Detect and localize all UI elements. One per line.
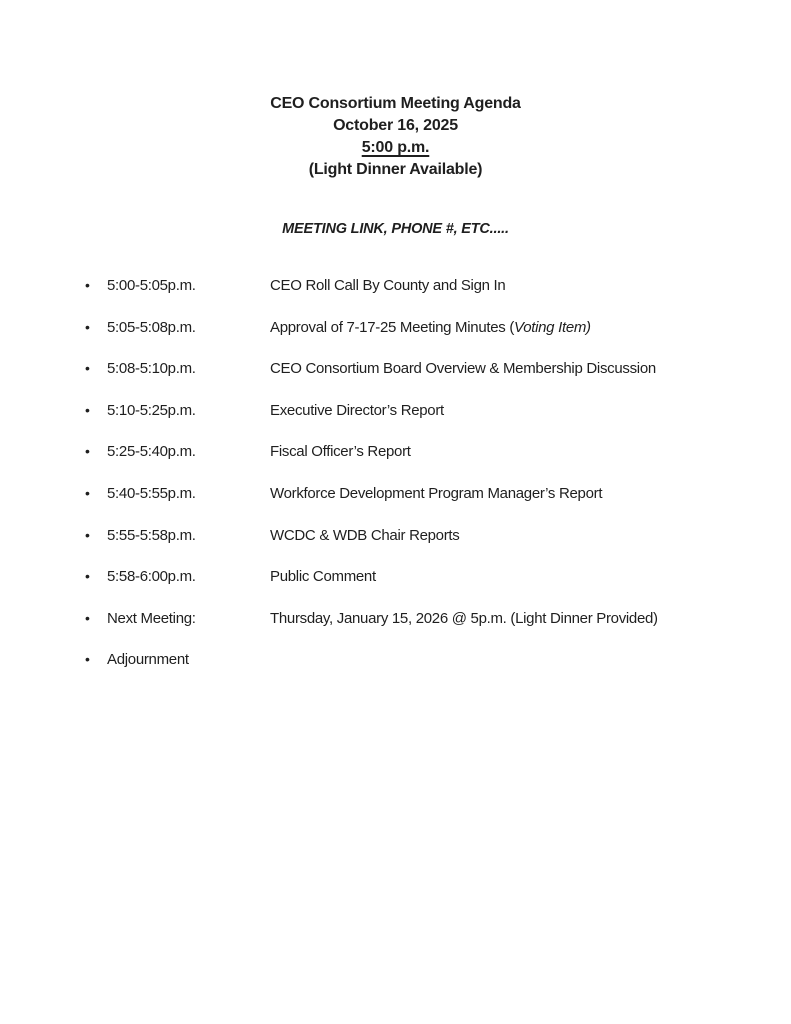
- agenda-item-description-italic: Voting Item): [514, 318, 591, 336]
- agenda-item-description-text: Executive Director’s Report: [270, 401, 444, 419]
- bullet-icon: •: [85, 526, 90, 543]
- agenda-item: [85, 527, 781, 544]
- meeting-link-placeholder: MEETING LINK, PHONE #, ETC.....: [282, 221, 509, 237]
- agenda-item-description: [270, 444, 411, 460]
- agenda-item-time: 5:40-5:55p.m.: [107, 484, 196, 502]
- agenda-item-description-text: Approval of 7-17-25 Meeting Minutes (: [270, 318, 515, 336]
- agenda-item-description-text: CEO Roll Call By County and Sign In: [270, 277, 506, 294]
- agenda-item-description: [270, 320, 591, 336]
- agenda-list: [85, 277, 781, 693]
- bullet-icon: •: [85, 651, 90, 668]
- agenda-item-description: [270, 569, 376, 585]
- bullet-icon: •: [85, 401, 90, 418]
- title-line-time: 5:00 p.m.: [361, 139, 430, 156]
- agenda-item-description: [270, 361, 656, 377]
- document-title-block: [0, 93, 791, 181]
- agenda-item-time: 5:05-5:08p.m.: [107, 318, 196, 336]
- agenda-item: [85, 485, 781, 502]
- agenda-item-time: 5:00-5:05p.m.: [107, 277, 196, 294]
- agenda-item: [85, 610, 781, 627]
- agenda-item-description-text: Public Comment: [270, 568, 376, 586]
- agenda-item-description: [270, 403, 444, 419]
- agenda-item-description-text: Fiscal Officer’s Report: [270, 443, 411, 461]
- agenda-item-time: 5:10-5:25p.m.: [107, 401, 196, 419]
- bullet-icon: •: [85, 360, 90, 377]
- agenda-item: [85, 277, 781, 294]
- agenda-item-time: 5:25-5:40p.m.: [107, 443, 196, 461]
- bullet-icon: •: [85, 484, 90, 501]
- agenda-item-description-text: Thursday, January 15, 2026 @ 5p.m. (Light Dinner Provided): [270, 609, 658, 627]
- title-line-dinner-note: (Light Dinner Available): [308, 161, 483, 178]
- agenda-item-description-text: CEO Consortium Board Overview & Membership Discussion: [270, 360, 656, 378]
- bullet-icon: •: [85, 609, 90, 626]
- agenda-item-time: Next Meeting:: [107, 609, 196, 627]
- agenda-item: [85, 402, 781, 419]
- agenda-item-description-text: WCDC & WDB Chair Reports: [270, 526, 460, 544]
- agenda-item: [85, 319, 781, 336]
- title-line-meeting-name: CEO Consortium Meeting Agenda: [270, 95, 521, 112]
- agenda-item: [85, 568, 781, 585]
- agenda-item: [85, 651, 781, 668]
- bullet-icon: •: [85, 443, 90, 460]
- agenda-item-description: [270, 611, 658, 627]
- agenda-item: [85, 443, 781, 460]
- bullet-icon: •: [85, 277, 90, 293]
- agenda-item-time: Adjournment: [107, 651, 189, 669]
- agenda-item-description-text: Workforce Development Program Manager’s Report: [270, 484, 603, 502]
- agenda-item-time: 5:55-5:58p.m.: [107, 526, 196, 544]
- agenda-item-description: [270, 486, 602, 502]
- bullet-icon: •: [85, 318, 90, 335]
- title-line-date: October 16, 2025: [333, 117, 458, 134]
- agenda-item: [85, 360, 781, 377]
- agenda-item-description: [270, 278, 505, 294]
- agenda-item-description: [270, 528, 460, 544]
- agenda-item-time: 5:58-6:00p.m.: [107, 568, 196, 586]
- agenda-item-time: 5:08-5:10p.m.: [107, 360, 196, 378]
- bullet-icon: •: [85, 568, 90, 585]
